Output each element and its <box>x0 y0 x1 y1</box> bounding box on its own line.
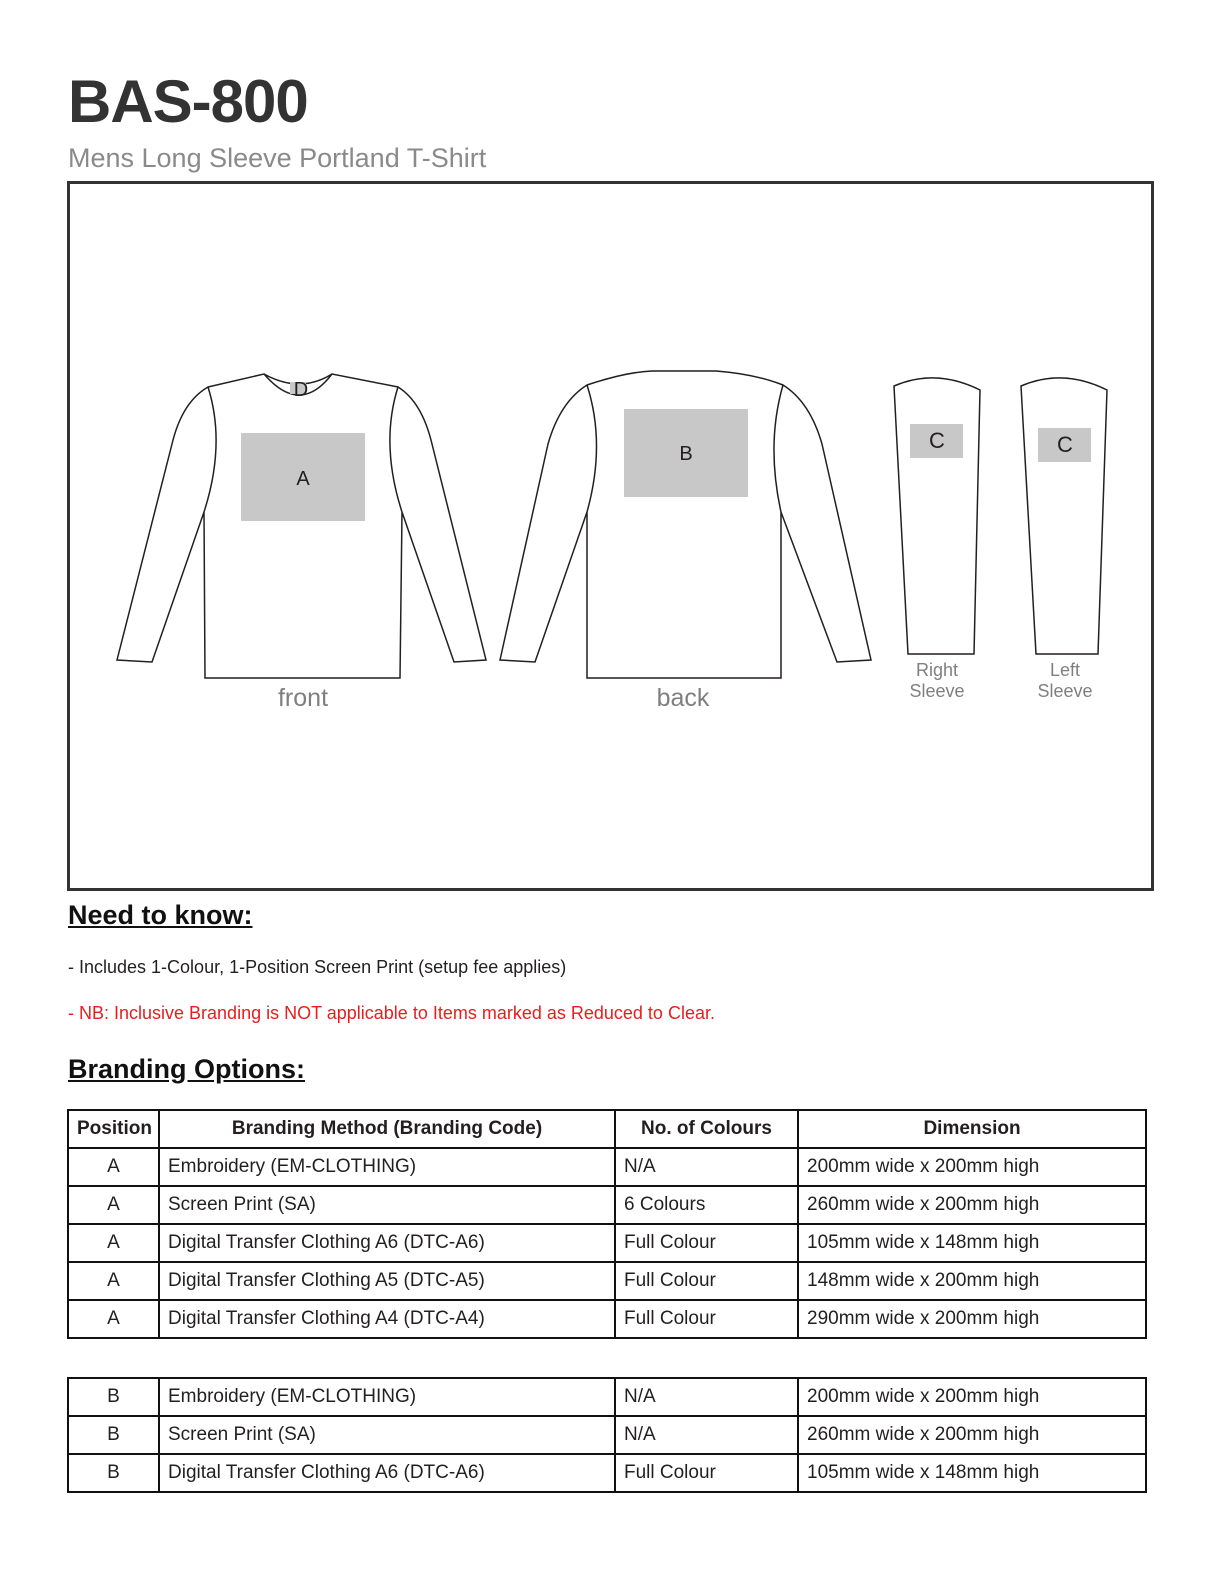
cell-method: Screen Print (SA) <box>159 1416 615 1454</box>
table-row <box>68 1262 1146 1300</box>
diagram-svg <box>70 184 1151 888</box>
cell-position: A <box>68 1262 159 1300</box>
zone-c-right-label: C <box>929 428 945 453</box>
table-row <box>68 1224 1146 1262</box>
cell-position: A <box>68 1148 159 1186</box>
cell-dimension: 105mm wide x 148mm high <box>798 1224 1146 1262</box>
front-label: front <box>277 684 329 712</box>
table-row <box>68 1416 1146 1454</box>
cell-method: Screen Print (SA) <box>159 1186 615 1224</box>
zone-d-label: D <box>293 379 309 401</box>
cell-colours: Full Colour <box>615 1300 798 1338</box>
cell-dimension: 260mm wide x 200mm high <box>798 1186 1146 1224</box>
cell-dimension: 200mm wide x 200mm high <box>798 1378 1146 1416</box>
cell-colours: N/A <box>615 1416 798 1454</box>
cell-dimension: 290mm wide x 200mm high <box>798 1300 1146 1338</box>
table-row <box>68 1454 1146 1492</box>
cell-position: A <box>68 1300 159 1338</box>
cell-method: Digital Transfer Clothing A6 (DTC-A6) <box>159 1454 615 1492</box>
cell-colours: N/A <box>615 1378 798 1416</box>
header-colours: No. of Colours <box>615 1110 798 1148</box>
front-shirt-outline <box>117 374 486 678</box>
back-label: back <box>656 684 710 712</box>
table-row <box>68 1300 1146 1338</box>
cell-colours: 6 Colours <box>615 1186 798 1224</box>
cell-colours: N/A <box>615 1148 798 1186</box>
cell-method: Embroidery (EM-CLOTHING) <box>159 1378 615 1416</box>
left-sleeve-label-1: Left <box>1049 660 1081 680</box>
branding-options-heading: Branding Options: <box>68 1054 305 1084</box>
cell-method: Digital Transfer Clothing A6 (DTC-A6) <box>159 1224 615 1262</box>
cell-method: Embroidery (EM-CLOTHING) <box>159 1148 615 1186</box>
zone-c-left-label: C <box>1057 432 1073 457</box>
cell-colours: Full Colour <box>615 1262 798 1300</box>
table-row <box>68 1378 1146 1416</box>
right-sleeve-label-1: Right <box>915 660 959 680</box>
cell-position: A <box>68 1186 159 1224</box>
cell-position: B <box>68 1416 159 1454</box>
cell-dimension: 105mm wide x 148mm high <box>798 1454 1146 1492</box>
table-header-row <box>68 1110 1146 1148</box>
header-method: Branding Method (Branding Code) <box>159 1110 615 1148</box>
product-name: Mens Long Sleeve Portland T-Shirt <box>68 143 487 173</box>
branding-table-a <box>67 1109 1147 1339</box>
table-row <box>68 1148 1146 1186</box>
cell-dimension: 200mm wide x 200mm high <box>798 1148 1146 1186</box>
branding-table-b <box>67 1377 1147 1493</box>
sleeve-outlines <box>894 378 1107 654</box>
product-code: BAS-800 <box>68 68 308 135</box>
right-sleeve-label-2: Sleeve <box>909 681 965 701</box>
cell-dimension: 148mm wide x 200mm high <box>798 1262 1146 1300</box>
cell-position: A <box>68 1224 159 1262</box>
zone-a-label: A <box>296 468 310 490</box>
table-row <box>68 1186 1146 1224</box>
left-sleeve-label-2: Sleeve <box>1037 681 1093 701</box>
cell-position: B <box>68 1378 159 1416</box>
zone-b-label: B <box>679 443 693 465</box>
cell-colours: Full Colour <box>615 1224 798 1262</box>
cell-method: Digital Transfer Clothing A4 (DTC-A4) <box>159 1300 615 1338</box>
cell-position: B <box>68 1454 159 1492</box>
header-position: Position <box>68 1110 159 1148</box>
need-to-know-heading: Need to know: <box>68 900 253 930</box>
header-dimension: Dimension <box>798 1110 1146 1148</box>
cell-method: Digital Transfer Clothing A5 (DTC-A5) <box>159 1262 615 1300</box>
need-to-know-line-1: - Includes 1-Colour, 1-Position Screen Print (setup fee applies) <box>68 957 567 977</box>
garment-diagram <box>67 181 1154 891</box>
cell-dimension: 260mm wide x 200mm high <box>798 1416 1146 1454</box>
cell-colours: Full Colour <box>615 1454 798 1492</box>
need-to-know-line-2: - NB: Inclusive Branding is NOT applicable to Items marked as Reduced to Clear. <box>68 1003 715 1023</box>
